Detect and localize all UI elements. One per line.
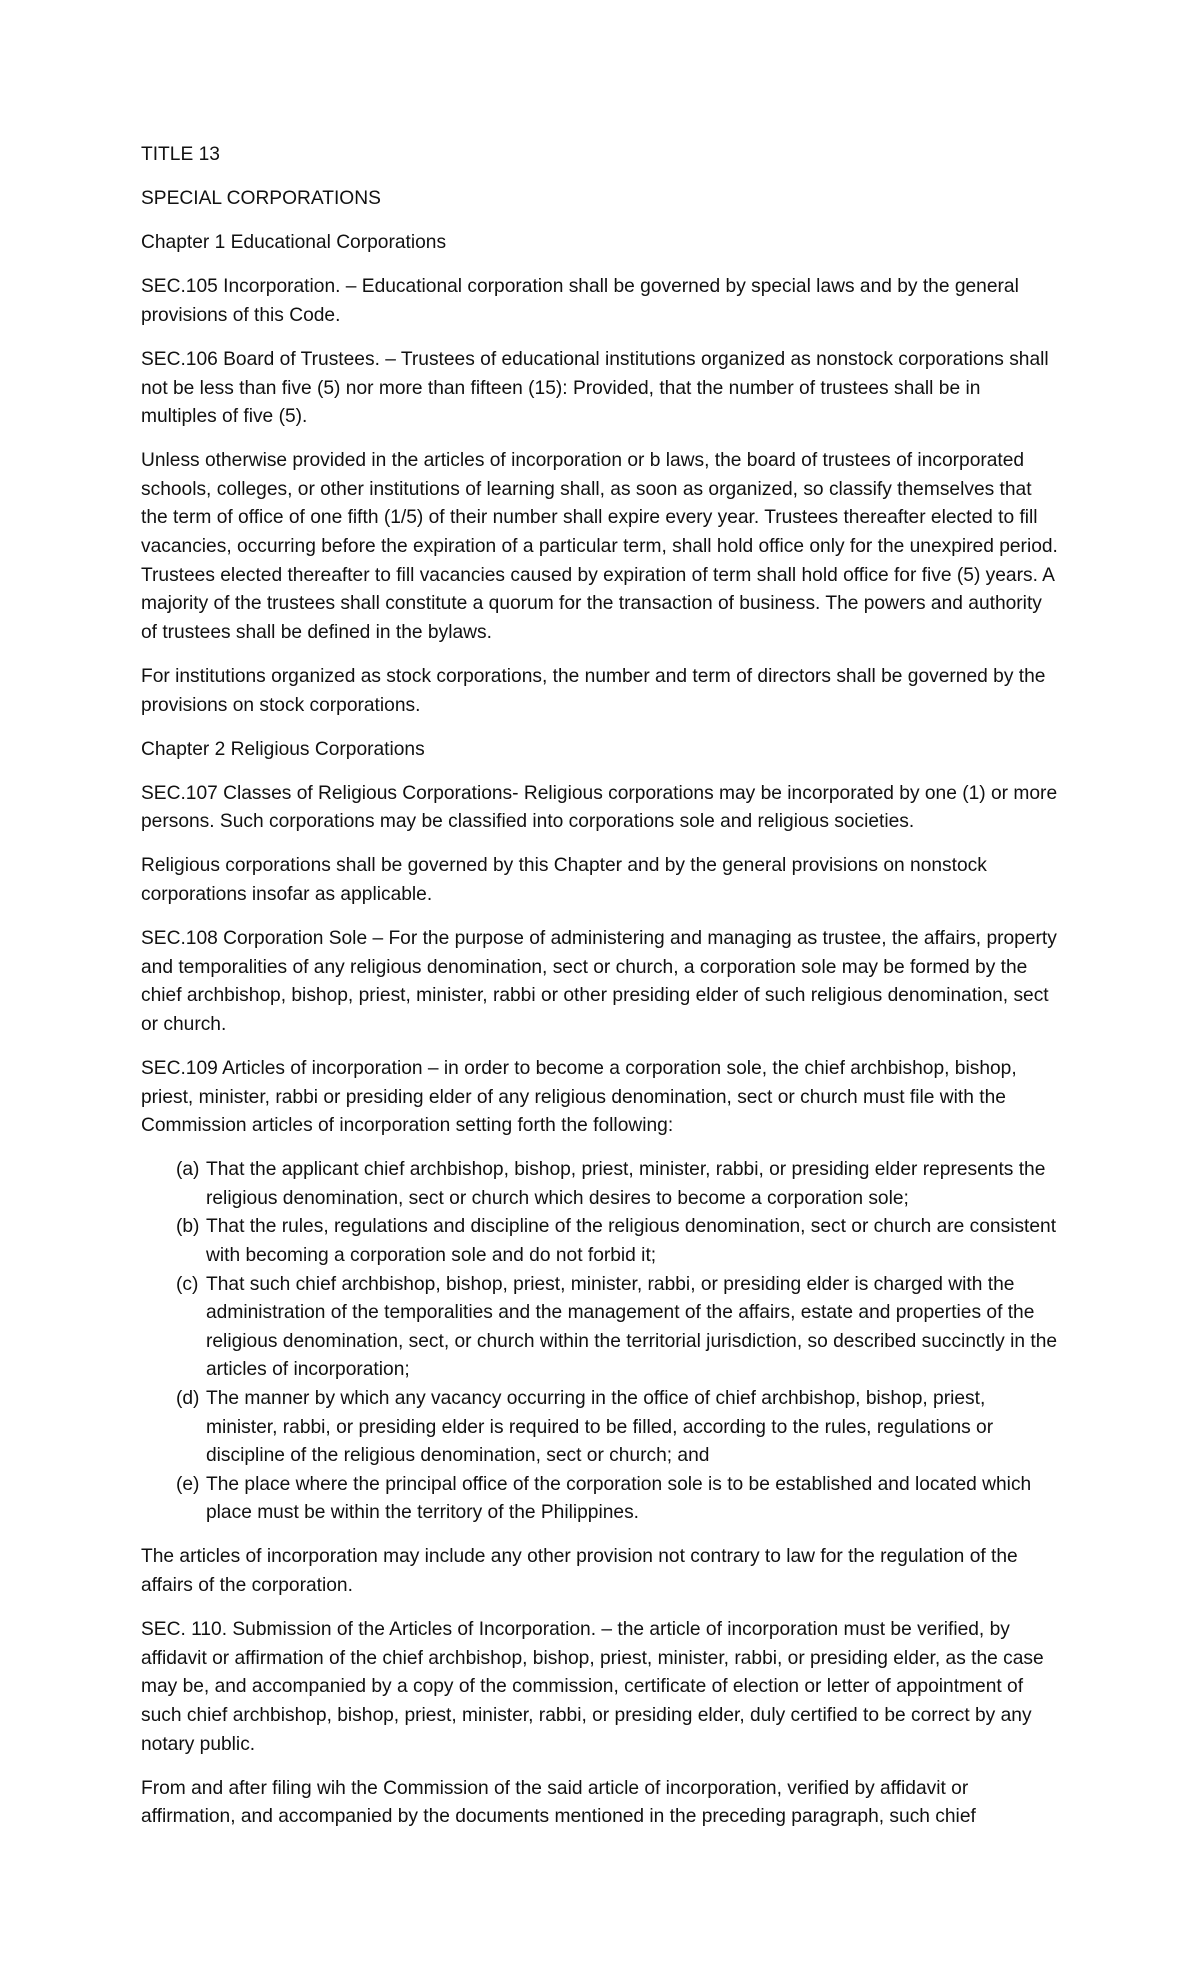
chapter-1-heading: Chapter 1 Educational Corporations	[141, 232, 447, 254]
sec-109-paragraph: SEC.109 Articles of incorporation – in order to become a corporation sole, the chief archbishop, bishop, priest, minister, rabbi or presiding elder of any religious denomination, sect or church must file with the Commission articles of incorporation setting forth the following:	[141, 1057, 1017, 1137]
sec-106-paragraph-3: For institutions organized as stock corporations, the number and term of directors shall be governed by the provisions on stock corporations.	[141, 665, 1046, 716]
list-item-text: The place where the principal office of the corporation sole is to be established and located which place must be within the territory of the Philippines.	[206, 1473, 1032, 1524]
title-heading: TITLE 13	[141, 144, 220, 165]
sec-108-paragraph: SEC.108 Corporation Sole – For the purpose of administering and managing as trustee, the affairs, property and temporalities of any religious denomination, sect or church, a corporation sole may be formed by the chief archbishop, bishop, priest, minister, rabbi or other presiding elder of such religious denomination, sect or church.	[141, 928, 1057, 1035]
sec-109-list	[141, 1156, 1061, 1528]
list-item-text: The manner by which any vacancy occurring in the office of chief archbishop, bishop, priest, minister, rabbi, or presiding elder is required to be filled, according to the rules, regulations or discipline of the religious denomination, sect or church; and	[206, 1387, 994, 1467]
list-item	[141, 1213, 1061, 1270]
document-body	[141, 141, 1061, 1832]
list-marker: (e)	[176, 1473, 200, 1495]
list-item-text: That the applicant chief archbishop, bishop, priest, minister, rabbi, or presiding elder represents the religious denomination, sect or church which desires to become a corporation sole;	[206, 1159, 1046, 1209]
sec-107-paragraph-2: Religious corporations shall be governed by this Chapter and by the general provisions on nonstock corporations insofar as applicable.	[141, 855, 987, 905]
sec-110-paragraph-2: From and after filing wih the Commission of the said article of incorporation, verified by affidavit or affirmation, and accompanied by the documents mentioned in the preceding paragraph, such chief	[141, 1777, 976, 1828]
chapter-2-heading: Chapter 2 Religious Corporations	[141, 738, 425, 760]
sec-110-paragraph: SEC. 110. Submission of the Articles of Incorporation. – the article of incorporation must be verified, by affidavit or affirmation of the chief archbishop, bishop, priest, minister, rabbi, or presiding elder, as the case may be, and accompanied by a copy of the commission, certificate of election or letter of appointment of such chief archbishop, bishop, priest, minister, rabbi, or presiding elder, duly certified to be correct by any notary public.	[141, 1619, 1044, 1755]
list-marker: (c)	[176, 1273, 199, 1295]
list-item-text: That the rules, regulations and discipline of the religious denomination, sect or church are consistent with becoming a corporation sole and do not forbid it;	[206, 1216, 1057, 1266]
list-marker: (a)	[176, 1159, 200, 1181]
list-item	[141, 1271, 1061, 1385]
list-item	[141, 1385, 1061, 1471]
sec-106-paragraph-2: Unless otherwise provided in the articles of incorporation or b laws, the board of trustees of incorporated schools, colleges, or other institutions of learning shall, as soon as organized, so classify themselves that the term of office of one fifth (1/5) of their number shall expire every year. Trustees thereafter elected to fill vacancies, occurring before the expiration of a particular term, shall hold office only for the unexpired period. Trustees elected thereafter to fill vacancies caused by expiration of term shall hold office for five (5) years. A majority of the trustees shall constitute a quorum for the transaction of business. The powers and authority of trustees shall be defined in the bylaws.	[141, 450, 1058, 643]
sec-109-paragraph-2: The articles of incorporation may include any other provision not contrary to law for the regulation of the affairs of the corporation.	[141, 1546, 1018, 1597]
sec-105-paragraph: SEC.105 Incorporation. – Educational corporation shall be governed by special laws and by the general provisions of this Code.	[141, 276, 1019, 326]
sec-107-paragraph: SEC.107 Classes of Religious Corporations- Religious corporations may be incorporated by one (1) or more persons. Such corporations may be classified into corporations sole and religious societies.	[141, 782, 1058, 833]
list-item-text: That such chief archbishop, bishop, priest, minister, rabbi, or presiding elder is charged with the administration of the temporalities and the management of the affairs, estate and properties of the religious denomination, sect, or church within the territorial jurisdiction, so described succinctly in the articles of incorporation;	[206, 1273, 1058, 1381]
sec-106-paragraph: SEC.106 Board of Trustees. – Trustees of educational institutions organized as nonstock corporations shall not be less than five (5) nor more than fifteen (15): Provided, that the number of trustees shall be in multiples of five (5).	[141, 348, 1049, 428]
subtitle-heading: SPECIAL CORPORATIONS	[141, 188, 381, 210]
list-item	[141, 1471, 1061, 1528]
list-item	[141, 1156, 1061, 1213]
list-marker: (d)	[176, 1387, 200, 1409]
list-marker: (b)	[176, 1216, 200, 1238]
